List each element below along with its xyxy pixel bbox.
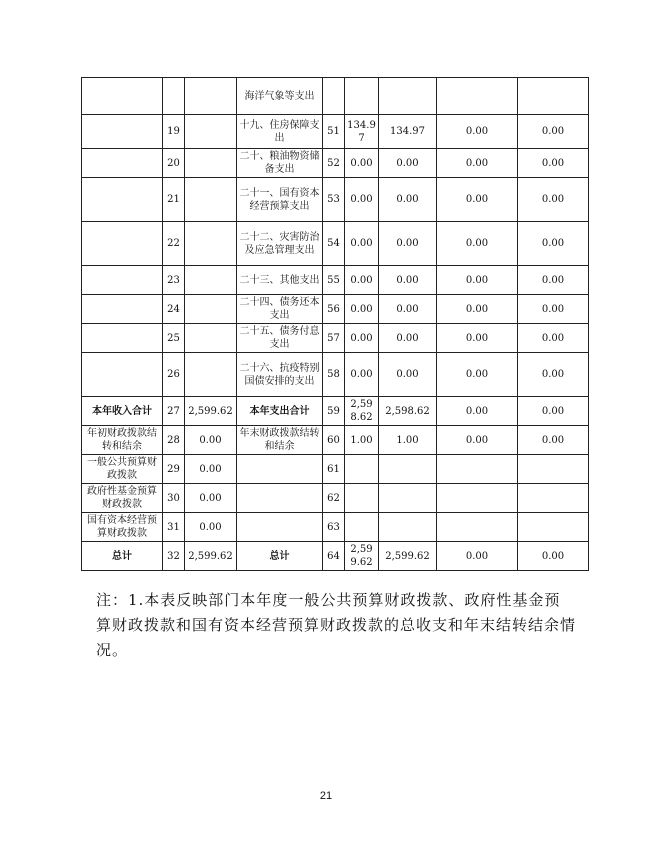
table-cell: 24 bbox=[163, 295, 185, 324]
table-cell: 0.00 bbox=[518, 115, 589, 149]
table-cell: 64 bbox=[323, 542, 345, 571]
table-cell: 0.00 bbox=[345, 324, 379, 353]
table-cell bbox=[518, 78, 589, 115]
table-cell: 0.00 bbox=[185, 455, 237, 484]
table-cell bbox=[437, 484, 518, 513]
table-cell: 2,599.62 bbox=[185, 542, 237, 571]
table-cell: 20 bbox=[163, 149, 185, 178]
table-row bbox=[82, 513, 589, 542]
table-cell: 54 bbox=[323, 222, 345, 266]
table-cell bbox=[437, 455, 518, 484]
table-cell: 二十六、抗疫特别国债安排的支出 bbox=[237, 353, 323, 397]
table-cell: 31 bbox=[163, 513, 185, 542]
table-cell: 22 bbox=[163, 222, 185, 266]
table-row bbox=[82, 178, 589, 222]
table-cell: 63 bbox=[323, 513, 345, 542]
table-cell: 0.00 bbox=[379, 222, 437, 266]
table-cell: 0.00 bbox=[518, 266, 589, 295]
table-cell: 0.00 bbox=[437, 324, 518, 353]
table-cell: 134.97 bbox=[379, 115, 437, 149]
table-cell bbox=[82, 266, 163, 295]
table-cell: 0.00 bbox=[518, 397, 589, 426]
table-cell: 0.00 bbox=[345, 149, 379, 178]
table-row bbox=[82, 397, 589, 426]
table-cell: 0.00 bbox=[345, 222, 379, 266]
table-row bbox=[82, 455, 589, 484]
table-cell bbox=[82, 324, 163, 353]
table-row bbox=[82, 78, 589, 115]
table-row bbox=[82, 266, 589, 295]
table-cell: 0.00 bbox=[437, 266, 518, 295]
table-cell: 0.00 bbox=[345, 266, 379, 295]
table-cell: 二十五、债务付息支出 bbox=[237, 324, 323, 353]
table-cell: 0.00 bbox=[345, 178, 379, 222]
table-cell: 0.00 bbox=[185, 426, 237, 455]
table-cell: 一般公共预算财政拨款 bbox=[82, 455, 163, 484]
table-cell: 0.00 bbox=[518, 542, 589, 571]
table-cell bbox=[185, 178, 237, 222]
table-cell bbox=[185, 149, 237, 178]
table-cell: 0.00 bbox=[379, 295, 437, 324]
table-row bbox=[82, 484, 589, 513]
table-cell: 0.00 bbox=[437, 115, 518, 149]
table-cell: 26 bbox=[163, 353, 185, 397]
table-cell bbox=[345, 455, 379, 484]
table-body bbox=[82, 78, 589, 571]
table-cell: 0.00 bbox=[379, 149, 437, 178]
table-cell bbox=[379, 513, 437, 542]
table-cell bbox=[518, 513, 589, 542]
table-cell: 53 bbox=[323, 178, 345, 222]
table-cell: 本年支出合计 bbox=[237, 397, 323, 426]
table-cell: 二十一、国有资本经营预算支出 bbox=[237, 178, 323, 222]
table-cell bbox=[82, 149, 163, 178]
table-cell: 2,599.62 bbox=[379, 542, 437, 571]
table-cell: 0.00 bbox=[379, 266, 437, 295]
table-cell bbox=[379, 78, 437, 115]
table-row bbox=[82, 222, 589, 266]
table-cell: 0.00 bbox=[518, 295, 589, 324]
table-cell bbox=[323, 78, 345, 115]
table-cell: 总计 bbox=[237, 542, 323, 571]
table-row bbox=[82, 149, 589, 178]
table-cell: 国有资本经营预算财政拨款 bbox=[82, 513, 163, 542]
table-cell: 0.00 bbox=[518, 222, 589, 266]
table-cell: 0.00 bbox=[518, 178, 589, 222]
table-cell: 25 bbox=[163, 324, 185, 353]
table-cell: 60 bbox=[323, 426, 345, 455]
table-cell bbox=[82, 353, 163, 397]
table-cell: 58 bbox=[323, 353, 345, 397]
table-cell bbox=[518, 484, 589, 513]
table-cell: 57 bbox=[323, 324, 345, 353]
table-cell: 年初财政拨款结转和结余 bbox=[82, 426, 163, 455]
table-cell bbox=[185, 78, 237, 115]
table-cell bbox=[185, 353, 237, 397]
table-cell: 海洋气象等支出 bbox=[237, 78, 323, 115]
table-cell: 0.00 bbox=[437, 542, 518, 571]
table-cell: 本年收入合计 bbox=[82, 397, 163, 426]
table-row bbox=[82, 295, 589, 324]
table-cell: 1.00 bbox=[345, 426, 379, 455]
table-cell: 0.00 bbox=[345, 353, 379, 397]
table-cell bbox=[185, 295, 237, 324]
table-cell: 21 bbox=[163, 178, 185, 222]
table-cell: 134.97 bbox=[345, 115, 379, 149]
table-cell: 0.00 bbox=[437, 397, 518, 426]
table-cell: 二十四、债务还本支出 bbox=[237, 295, 323, 324]
table-cell: 29 bbox=[163, 455, 185, 484]
table-cell bbox=[345, 513, 379, 542]
table-cell bbox=[437, 78, 518, 115]
table-cell: 0.00 bbox=[437, 295, 518, 324]
table-cell bbox=[82, 222, 163, 266]
budget-table bbox=[81, 77, 589, 571]
table-cell: 2,599.62 bbox=[185, 397, 237, 426]
table-cell: 2,599.62 bbox=[345, 542, 379, 571]
table-cell: 23 bbox=[163, 266, 185, 295]
table-cell bbox=[163, 78, 185, 115]
page-number: 21 bbox=[319, 790, 333, 802]
table-cell bbox=[237, 455, 323, 484]
table-row bbox=[82, 542, 589, 571]
table-cell bbox=[185, 115, 237, 149]
table-cell: 二十三、其他支出 bbox=[237, 266, 323, 295]
table-cell bbox=[185, 324, 237, 353]
table-cell: 0.00 bbox=[518, 149, 589, 178]
table-cell: 52 bbox=[323, 149, 345, 178]
table-cell: 61 bbox=[323, 455, 345, 484]
table-cell: 1.00 bbox=[379, 426, 437, 455]
table-cell: 0.00 bbox=[518, 353, 589, 397]
table-row bbox=[82, 426, 589, 455]
table-cell bbox=[379, 455, 437, 484]
table-cell bbox=[379, 484, 437, 513]
table-cell: 0.00 bbox=[185, 513, 237, 542]
table-cell: 0.00 bbox=[437, 222, 518, 266]
table-cell: 51 bbox=[323, 115, 345, 149]
table-cell bbox=[185, 266, 237, 295]
table-note: 注：1.本表反映部门本年度一般公共预算财政拨款、政府性基金预算财政拨款和国有资本经营预算财政拨款的总收支和年末结转结余情况。 bbox=[96, 591, 577, 659]
table-cell bbox=[82, 115, 163, 149]
table-cell: 二十二、灾害防治及应急管理支出 bbox=[237, 222, 323, 266]
table-cell: 0.00 bbox=[185, 484, 237, 513]
table-cell bbox=[82, 295, 163, 324]
table-cell bbox=[237, 513, 323, 542]
table-cell: 19 bbox=[163, 115, 185, 149]
table-cell: 0.00 bbox=[437, 353, 518, 397]
table-row bbox=[82, 353, 589, 397]
table-cell: 2,598.62 bbox=[379, 397, 437, 426]
table-cell bbox=[237, 484, 323, 513]
table-row bbox=[82, 115, 589, 149]
table-cell: 27 bbox=[163, 397, 185, 426]
table-cell bbox=[437, 513, 518, 542]
table-cell: 28 bbox=[163, 426, 185, 455]
table-cell: 56 bbox=[323, 295, 345, 324]
table-cell: 0.00 bbox=[379, 353, 437, 397]
table-cell: 十九、住房保障支出 bbox=[237, 115, 323, 149]
table-cell bbox=[82, 78, 163, 115]
table-cell: 政府性基金预算财政拨款 bbox=[82, 484, 163, 513]
table-cell: 二十、粮油物资储备支出 bbox=[237, 149, 323, 178]
table-cell: 0.00 bbox=[437, 426, 518, 455]
table-cell bbox=[82, 178, 163, 222]
table-cell bbox=[345, 78, 379, 115]
table-cell: 0.00 bbox=[437, 178, 518, 222]
table-cell bbox=[345, 484, 379, 513]
table-cell bbox=[518, 455, 589, 484]
table-cell: 0.00 bbox=[437, 149, 518, 178]
table-cell: 59 bbox=[323, 397, 345, 426]
table-cell: 0.00 bbox=[518, 426, 589, 455]
table-row bbox=[82, 324, 589, 353]
table-cell: 总计 bbox=[82, 542, 163, 571]
table-cell: 62 bbox=[323, 484, 345, 513]
table-cell: 0.00 bbox=[379, 178, 437, 222]
table-cell: 30 bbox=[163, 484, 185, 513]
table-cell: 55 bbox=[323, 266, 345, 295]
table-cell: 年末财政拨款结转和结余 bbox=[237, 426, 323, 455]
table-cell bbox=[185, 222, 237, 266]
table-cell: 0.00 bbox=[345, 295, 379, 324]
table-cell: 0.00 bbox=[518, 324, 589, 353]
table-cell: 0.00 bbox=[379, 324, 437, 353]
table-cell: 32 bbox=[163, 542, 185, 571]
table-cell: 2,598.62 bbox=[345, 397, 379, 426]
